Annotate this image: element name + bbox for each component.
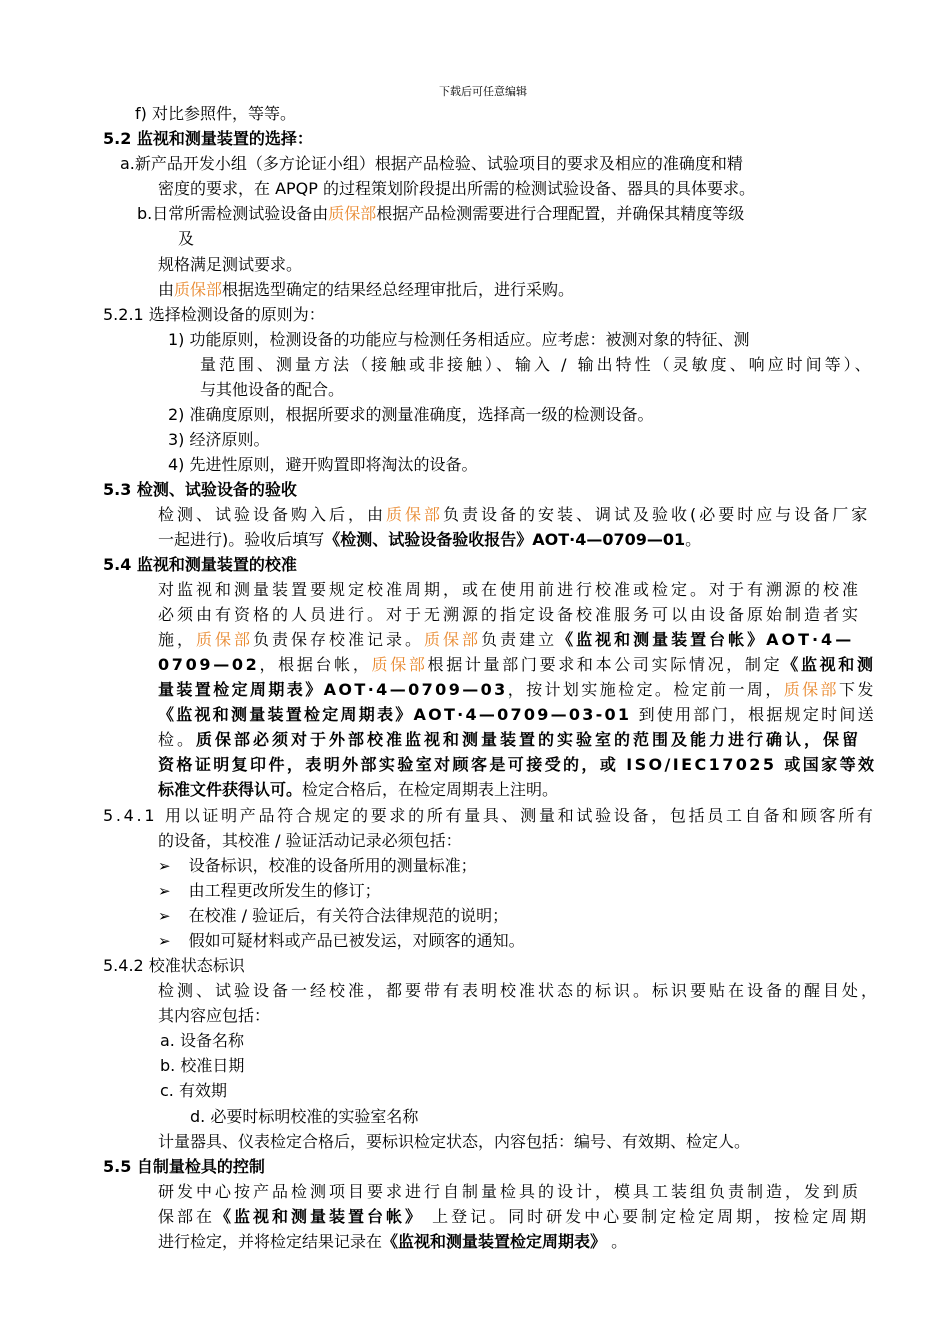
text-line — [158, 529, 701, 551]
text-line — [158, 704, 876, 726]
text-segment: ，按计划实施检定。检定前一周， — [507, 680, 784, 699]
arrow-bullet-icon: ➢ — [158, 907, 171, 925]
bold-reference: 标准文件获得认可。 — [158, 780, 303, 799]
text-segment: 检定合格后，在检定周期表上注明。 — [302, 780, 559, 799]
text-segment: 负责保存校准记录。 — [253, 630, 425, 649]
bold-reference: 《监视和测 — [782, 655, 876, 674]
highlighted-department: 质保部 — [386, 505, 444, 524]
text-line: 5.3 检测、试验设备的验收 — [103, 480, 297, 499]
text-segment: 负责设备的安装、调试及验收(必要时应与设备厂家 — [443, 505, 871, 524]
bold-reference: 《监视和测量装置检定周期表》 — [382, 1232, 607, 1251]
text-segment: 下发 — [838, 680, 876, 699]
text-line: c. 有效期 — [160, 1081, 227, 1100]
text-line: 5.4 监视和测量装置的校准 — [103, 555, 297, 574]
bold-reference: 《检测、试验设备验收报告》AOT·4—0709—01 — [324, 530, 686, 549]
text-segment: 上登记。同时研发中心要制定检定周期，按检定周期 — [424, 1207, 870, 1226]
text-line — [158, 729, 861, 751]
bold-reference: 资格证明复印件，表明外部实验室对顾客是可接受的，或 ISO/IEC17025 或国家等效 — [158, 755, 877, 774]
highlighted-department: 质保部 — [783, 680, 839, 699]
bold-reference: 《监视和测量装置检定周期表》AOT·4—0709—03-01 — [158, 705, 632, 724]
text-line: 5.5 自制量检具的控制 — [103, 1157, 265, 1176]
text-segment: 一起进行)。验收后填写 — [158, 530, 325, 549]
highlighted-department: 质保部 — [424, 630, 482, 649]
text-segment: 到使用部门，根据规定时间送 — [631, 705, 876, 724]
text-line — [158, 754, 876, 776]
bold-reference: 0709—02 — [158, 655, 260, 674]
text-line: 4) 先进性原则，避开购置即将淘汰的设备。 — [168, 455, 478, 474]
text-line — [158, 1231, 627, 1253]
bullet-item — [158, 855, 477, 877]
text-segment: 。 — [606, 1232, 628, 1251]
text-line — [158, 654, 876, 676]
text-line: b. 校准日期 — [160, 1056, 245, 1075]
text-line: d. 必要时标明校准的实验室名称 — [190, 1107, 419, 1126]
text-segment: 负责建立 — [481, 630, 558, 649]
text-line: 量范围、测量方法（接触或非接触）、输入 / 输出特性（灵敏度、响应时间等）、 — [200, 355, 874, 374]
text-line: 2) 准确度原则，根据所要求的测量准确度，选择高一级的检测设备。 — [168, 405, 654, 424]
text-line: 5.4.2 校准状态标识 — [103, 956, 245, 975]
text-segment: 根据产品检测需要进行合理配置，并确保其精度等级 — [376, 204, 745, 223]
text-line: f) 对比参照件，等等。 — [135, 104, 296, 123]
text-line: a. 设备名称 — [160, 1031, 244, 1050]
bullet-text: 由工程更改所发生的修订； — [188, 881, 381, 900]
arrow-bullet-icon: ➢ — [158, 882, 171, 900]
text-line — [158, 504, 870, 526]
text-line — [158, 779, 558, 801]
text-line: a.新产品开发小组（多方论证小组）根据产品检验、试验项目的要求及相应的准确度和精 — [120, 154, 743, 173]
text-line: 3) 经济原则。 — [168, 430, 270, 449]
page-header: 下载后可任意编辑 — [439, 85, 527, 98]
text-line: 的设备，其校准 / 验证活动记录必须包括： — [158, 831, 462, 850]
highlighted-department: 质保部 — [328, 204, 377, 223]
bullet-item — [158, 880, 381, 902]
highlighted-department: 质保部 — [371, 655, 428, 674]
text-segment: 。 — [685, 530, 702, 549]
text-line: 检测、试验设备一经校准，都要带有表明校准状态的标识。标识要贴在设备的醒目处， — [158, 981, 881, 1000]
bold-reference: 量装置检定周期表》AOT·4—0709—03 — [158, 680, 508, 699]
text-line: 与其他设备的配合。 — [200, 380, 345, 399]
text-line — [158, 679, 876, 701]
text-segment: 根据选型确定的结果经总经理审批后，进行采购。 — [222, 280, 575, 299]
bold-reference: 《监视和测量装置台帐》 — [215, 1207, 425, 1226]
bullet-item — [158, 905, 508, 927]
bullet-text: 设备标识，校准的设备所用的测量标准； — [188, 856, 477, 875]
text-line — [158, 1206, 869, 1228]
highlighted-department: 质保部 — [174, 280, 223, 299]
text-line: 规格满足测试要求。 — [158, 255, 303, 274]
text-line: 研发中心按产品检测项目要求进行自制量检具的设计，模具工装组负责制造，发到质 — [158, 1182, 862, 1201]
text-line: 5.2.1 选择检测设备的原则为： — [103, 305, 325, 324]
arrow-bullet-icon: ➢ — [158, 932, 171, 950]
text-line: 1) 功能原则，检测设备的功能应与检测任务相适应。应考虑：被测对象的特征、测 — [168, 330, 750, 349]
text-segment: 检测、试验设备购入后，由 — [158, 505, 387, 524]
bullet-text: 在校准 / 验证后，有关符合法律规范的说明； — [188, 906, 509, 925]
text-line: 其内容应包括： — [158, 1006, 271, 1025]
text-segment: 进行检定，并将检定结果记录在 — [158, 1232, 383, 1251]
text-segment: 施， — [158, 630, 197, 649]
text-segment: 根据计量部门要求和本公司实际情况，制定 — [427, 655, 783, 674]
text-line: 密度的要求，在 APQP 的过程策划阶段提出所需的检测试验设备、器具的具体要求。 — [158, 179, 756, 198]
arrow-bullet-icon: ➢ — [158, 857, 171, 875]
text-segment: 检。 — [158, 730, 197, 749]
bullet-item — [158, 930, 525, 952]
bold-reference: 《监视和测量装置台帐》AOT·4— — [557, 630, 855, 649]
text-line: 5.4.1 用以证明产品符合规定的要求的所有量具、测量和试验设备，包括员工自备和顾客所有 — [103, 806, 876, 825]
text-line — [137, 203, 744, 225]
bold-reference: 质保部必须对于外部校准监视和测量装置的实验室的范围及能力进行确认，保留 — [196, 730, 862, 749]
text-line: 对监视和测量装置要规定校准周期，或在使用前进行校准或检定。对于有溯源的校准 — [158, 580, 862, 599]
text-segment: b.日常所需检测试验设备由 — [137, 204, 329, 223]
text-segment: ，根据台帐， — [259, 655, 372, 674]
text-line: 及 — [178, 229, 195, 248]
text-line: 计量器具、仪表检定合格后，要标识检定状态，内容包括：编号、有效期、检定人。 — [158, 1132, 751, 1151]
highlighted-department: 质保部 — [196, 630, 254, 649]
text-segment: 保部在 — [158, 1207, 216, 1226]
text-segment: 由 — [158, 280, 175, 299]
text-line: 5.2 监视和测量装置的选择： — [103, 129, 313, 148]
text-line: 必须由有资格的人员进行。对于无溯源的指定设备校准服务可以由设备原始制造者实 — [158, 605, 862, 624]
text-line — [158, 629, 854, 651]
text-line — [158, 279, 574, 301]
bullet-text: 假如可疑材料或产品已被发运，对顾客的通知。 — [188, 931, 525, 950]
